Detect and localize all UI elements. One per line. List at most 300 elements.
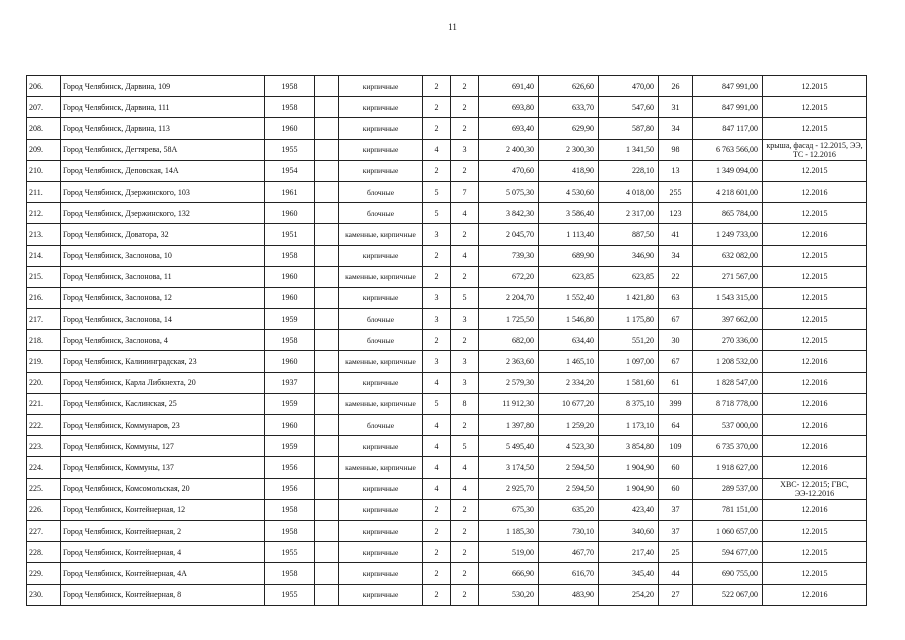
address-cell: Город Челябинск, Заслонова, 4 [61, 330, 265, 351]
floors-cell: 2 [423, 330, 451, 351]
living-area-cell: 635,20 [539, 499, 599, 520]
residents-cell: 67 [659, 351, 693, 372]
row-number: 214. [27, 245, 61, 266]
residential-area-cell: 346,90 [599, 245, 659, 266]
year-cell: 1951 [265, 224, 315, 245]
term-cell: 12.2016 [763, 351, 867, 372]
living-area-cell: 483,90 [539, 584, 599, 605]
blank-cell [315, 160, 339, 181]
page-number: 11 [448, 22, 457, 32]
residents-cell: 61 [659, 372, 693, 393]
entrances-cell: 2 [451, 542, 479, 563]
floors-cell: 2 [423, 76, 451, 97]
entrances-cell: 5 [451, 436, 479, 457]
year-cell: 1960 [265, 287, 315, 308]
term-cell: 12.2016 [763, 584, 867, 605]
living-area-cell: 623,85 [539, 266, 599, 287]
residents-cell: 98 [659, 139, 693, 160]
cost-cell: 847 991,00 [693, 76, 763, 97]
address-cell: Город Челябинск, Дзержинского, 103 [61, 181, 265, 202]
residents-cell: 30 [659, 330, 693, 351]
living-area-cell: 629,90 [539, 118, 599, 139]
total-area-cell: 672,20 [479, 266, 539, 287]
floors-cell: 2 [423, 160, 451, 181]
cost-cell: 594 677,00 [693, 542, 763, 563]
residential-area-cell: 470,00 [599, 76, 659, 97]
residential-area-cell: 547,60 [599, 97, 659, 118]
residents-cell: 27 [659, 584, 693, 605]
residential-area-cell: 228,10 [599, 160, 659, 181]
total-area-cell: 1 397,80 [479, 415, 539, 436]
living-area-cell: 616,70 [539, 563, 599, 584]
wall-material-cell: кирпичные [339, 542, 423, 563]
floors-cell: 2 [423, 584, 451, 605]
residents-cell: 123 [659, 203, 693, 224]
entrances-cell: 3 [451, 139, 479, 160]
wall-material-cell: каменные, кирпичные [339, 224, 423, 245]
year-cell: 1959 [265, 393, 315, 414]
blank-cell [315, 415, 339, 436]
residential-area-cell: 1 341,50 [599, 139, 659, 160]
table-row [27, 372, 867, 393]
blank-cell [315, 118, 339, 139]
cost-cell: 1 060 657,00 [693, 520, 763, 541]
year-cell: 1959 [265, 436, 315, 457]
residents-cell: 37 [659, 499, 693, 520]
residential-area-cell: 3 854,80 [599, 436, 659, 457]
wall-material-cell: кирпичные [339, 478, 423, 499]
blank-cell [315, 309, 339, 330]
blank-cell [315, 76, 339, 97]
table-row [27, 457, 867, 478]
address-cell: Город Челябинск, Заслонова, 12 [61, 287, 265, 308]
floors-cell: 2 [423, 563, 451, 584]
floors-cell: 2 [423, 118, 451, 139]
floors-cell: 4 [423, 372, 451, 393]
table-row [27, 393, 867, 414]
residents-cell: 60 [659, 457, 693, 478]
table-row [27, 520, 867, 541]
table-row [27, 203, 867, 224]
residents-cell: 31 [659, 97, 693, 118]
living-area-cell: 634,40 [539, 330, 599, 351]
address-cell: Город Челябинск, Дегтярева, 58А [61, 139, 265, 160]
total-area-cell: 2 204,70 [479, 287, 539, 308]
term-cell: 12.2016 [763, 181, 867, 202]
wall-material-cell: кирпичные [339, 584, 423, 605]
year-cell: 1958 [265, 499, 315, 520]
term-cell: 12.2015 [763, 97, 867, 118]
residents-cell: 25 [659, 542, 693, 563]
row-number: 213. [27, 224, 61, 245]
term-cell: 12.2015 [763, 287, 867, 308]
term-cell: 12.2016 [763, 372, 867, 393]
year-cell: 1955 [265, 139, 315, 160]
wall-material-cell: каменные, кирпичные [339, 393, 423, 414]
cost-cell: 8 718 778,00 [693, 393, 763, 414]
total-area-cell: 691,40 [479, 76, 539, 97]
total-area-cell: 693,80 [479, 97, 539, 118]
floors-cell: 2 [423, 97, 451, 118]
wall-material-cell: кирпичные [339, 160, 423, 181]
floors-cell: 4 [423, 457, 451, 478]
address-cell: Город Челябинск, Контейнерная, 8 [61, 584, 265, 605]
residents-cell: 13 [659, 160, 693, 181]
floors-cell: 2 [423, 266, 451, 287]
residents-cell: 26 [659, 76, 693, 97]
row-number: 221. [27, 393, 61, 414]
residents-cell: 67 [659, 309, 693, 330]
residents-cell: 34 [659, 245, 693, 266]
year-cell: 1958 [265, 563, 315, 584]
address-cell: Город Челябинск, Дарвина, 109 [61, 76, 265, 97]
blank-cell [315, 181, 339, 202]
address-cell: Город Челябинск, Доватора, 32 [61, 224, 265, 245]
cost-cell: 690 755,00 [693, 563, 763, 584]
table-row [27, 118, 867, 139]
row-number: 225. [27, 478, 61, 499]
row-number: 207. [27, 97, 61, 118]
living-area-cell: 10 677,20 [539, 393, 599, 414]
entrances-cell: 4 [451, 457, 479, 478]
term-cell: 12.2015 [763, 330, 867, 351]
cost-cell: 522 067,00 [693, 584, 763, 605]
term-cell: 12.2016 [763, 436, 867, 457]
floors-cell: 5 [423, 393, 451, 414]
term-cell: 12.2016 [763, 415, 867, 436]
floors-cell: 3 [423, 351, 451, 372]
cost-cell: 1 828 547,00 [693, 372, 763, 393]
address-cell: Город Челябинск, Деповская, 14А [61, 160, 265, 181]
table-row [27, 76, 867, 97]
entrances-cell: 2 [451, 330, 479, 351]
residential-area-cell: 340,60 [599, 520, 659, 541]
address-cell: Город Челябинск, Калининградская, 23 [61, 351, 265, 372]
entrances-cell: 2 [451, 563, 479, 584]
total-area-cell: 3 174,50 [479, 457, 539, 478]
residents-cell: 34 [659, 118, 693, 139]
blank-cell [315, 542, 339, 563]
table-row [27, 330, 867, 351]
wall-material-cell: кирпичные [339, 520, 423, 541]
address-cell: Город Челябинск, Контейнерная, 2 [61, 520, 265, 541]
table-row [27, 309, 867, 330]
entrances-cell: 7 [451, 181, 479, 202]
table-row [27, 499, 867, 520]
row-number: 218. [27, 330, 61, 351]
table-row [27, 181, 867, 202]
row-number: 227. [27, 520, 61, 541]
floors-cell: 2 [423, 520, 451, 541]
wall-material-cell: каменные, кирпичные [339, 266, 423, 287]
entrances-cell: 2 [451, 415, 479, 436]
floors-cell: 2 [423, 245, 451, 266]
address-cell: Город Челябинск, Коммуны, 127 [61, 436, 265, 457]
total-area-cell: 5 075,30 [479, 181, 539, 202]
table-row [27, 97, 867, 118]
address-cell: Город Челябинск, Заслонова, 11 [61, 266, 265, 287]
cost-cell: 1 349 094,00 [693, 160, 763, 181]
year-cell: 1960 [265, 351, 315, 372]
residential-area-cell: 551,20 [599, 330, 659, 351]
row-number: 224. [27, 457, 61, 478]
cost-cell: 270 336,00 [693, 330, 763, 351]
cost-cell: 781 151,00 [693, 499, 763, 520]
term-cell: 12.2016 [763, 224, 867, 245]
row-number: 226. [27, 499, 61, 520]
residents-cell: 37 [659, 520, 693, 541]
address-cell: Город Челябинск, Комсомольская, 20 [61, 478, 265, 499]
year-cell: 1959 [265, 309, 315, 330]
entrances-cell: 2 [451, 97, 479, 118]
floors-cell: 4 [423, 436, 451, 457]
entrances-cell: 4 [451, 478, 479, 499]
living-area-cell: 626,60 [539, 76, 599, 97]
cost-cell: 289 537,00 [693, 478, 763, 499]
table-row [27, 436, 867, 457]
residents-cell: 22 [659, 266, 693, 287]
wall-material-cell: блочные [339, 203, 423, 224]
living-area-cell: 2 300,30 [539, 139, 599, 160]
cost-cell: 632 082,00 [693, 245, 763, 266]
cost-cell: 847 117,00 [693, 118, 763, 139]
year-cell: 1955 [265, 584, 315, 605]
total-area-cell: 530,20 [479, 584, 539, 605]
term-cell: 12.2015 [763, 160, 867, 181]
blank-cell [315, 563, 339, 584]
table-row [27, 478, 867, 499]
table-row [27, 415, 867, 436]
floors-cell: 2 [423, 499, 451, 520]
wall-material-cell: кирпичные [339, 563, 423, 584]
residential-area-cell: 1 904,90 [599, 457, 659, 478]
residential-area-cell: 587,80 [599, 118, 659, 139]
blank-cell [315, 97, 339, 118]
wall-material-cell: блочные [339, 415, 423, 436]
address-cell: Город Челябинск, Контейнерная, 12 [61, 499, 265, 520]
entrances-cell: 4 [451, 203, 479, 224]
entrances-cell: 8 [451, 393, 479, 414]
blank-cell [315, 351, 339, 372]
floors-cell: 3 [423, 224, 451, 245]
wall-material-cell: кирпичные [339, 118, 423, 139]
year-cell: 1961 [265, 181, 315, 202]
total-area-cell: 675,30 [479, 499, 539, 520]
residential-area-cell: 423,40 [599, 499, 659, 520]
wall-material-cell: кирпичные [339, 139, 423, 160]
living-area-cell: 1 546,80 [539, 309, 599, 330]
blank-cell [315, 478, 339, 499]
cost-cell: 1 543 315,00 [693, 287, 763, 308]
total-area-cell: 11 912,30 [479, 393, 539, 414]
housing-register-table [26, 75, 867, 606]
entrances-cell: 3 [451, 309, 479, 330]
term-cell: ХВС- 12.2015; ГВС, ЭЭ-12.2016 [763, 478, 867, 499]
residential-area-cell: 1 904,90 [599, 478, 659, 499]
row-number: 206. [27, 76, 61, 97]
year-cell: 1956 [265, 457, 315, 478]
year-cell: 1937 [265, 372, 315, 393]
floors-cell: 5 [423, 203, 451, 224]
entrances-cell: 2 [451, 520, 479, 541]
row-number: 230. [27, 584, 61, 605]
residential-area-cell: 887,50 [599, 224, 659, 245]
entrances-cell: 2 [451, 76, 479, 97]
term-cell: 12.2015 [763, 563, 867, 584]
residential-area-cell: 345,40 [599, 563, 659, 584]
year-cell: 1958 [265, 330, 315, 351]
total-area-cell: 1 725,50 [479, 309, 539, 330]
living-area-cell: 3 586,40 [539, 203, 599, 224]
cost-cell: 397 662,00 [693, 309, 763, 330]
address-cell: Город Челябинск, Дарвина, 111 [61, 97, 265, 118]
wall-material-cell: каменные, кирпичные [339, 457, 423, 478]
total-area-cell: 3 842,30 [479, 203, 539, 224]
blank-cell [315, 393, 339, 414]
living-area-cell: 689,90 [539, 245, 599, 266]
blank-cell [315, 499, 339, 520]
residential-area-cell: 1 581,60 [599, 372, 659, 393]
residential-area-cell: 623,85 [599, 266, 659, 287]
table-row [27, 563, 867, 584]
cost-cell: 1 249 733,00 [693, 224, 763, 245]
residents-cell: 60 [659, 478, 693, 499]
living-area-cell: 2 594,50 [539, 478, 599, 499]
term-cell: 12.2015 [763, 118, 867, 139]
entrances-cell: 2 [451, 584, 479, 605]
residents-cell: 255 [659, 181, 693, 202]
table-row [27, 584, 867, 605]
living-area-cell: 730,10 [539, 520, 599, 541]
total-area-cell: 519,00 [479, 542, 539, 563]
total-area-cell: 2 925,70 [479, 478, 539, 499]
address-cell: Город Челябинск, Коммуны, 137 [61, 457, 265, 478]
entrances-cell: 2 [451, 266, 479, 287]
address-cell: Город Челябинск, Дзержинского, 132 [61, 203, 265, 224]
year-cell: 1955 [265, 542, 315, 563]
address-cell: Город Челябинск, Заслонова, 10 [61, 245, 265, 266]
residents-cell: 109 [659, 436, 693, 457]
total-area-cell: 470,60 [479, 160, 539, 181]
year-cell: 1956 [265, 478, 315, 499]
year-cell: 1960 [265, 118, 315, 139]
term-cell: 12.2015 [763, 266, 867, 287]
total-area-cell: 682,00 [479, 330, 539, 351]
floors-cell: 4 [423, 139, 451, 160]
living-area-cell: 1 552,40 [539, 287, 599, 308]
row-number: 209. [27, 139, 61, 160]
living-area-cell: 633,70 [539, 97, 599, 118]
residents-cell: 63 [659, 287, 693, 308]
cost-cell: 6 735 370,00 [693, 436, 763, 457]
residential-area-cell: 1 421,80 [599, 287, 659, 308]
wall-material-cell: блочные [339, 330, 423, 351]
living-area-cell: 2 594,50 [539, 457, 599, 478]
row-number: 211. [27, 181, 61, 202]
living-area-cell: 1 259,20 [539, 415, 599, 436]
table-row [27, 224, 867, 245]
blank-cell [315, 584, 339, 605]
entrances-cell: 4 [451, 245, 479, 266]
total-area-cell: 693,40 [479, 118, 539, 139]
living-area-cell: 418,90 [539, 160, 599, 181]
blank-cell [315, 139, 339, 160]
residents-cell: 44 [659, 563, 693, 584]
term-cell: 12.2015 [763, 520, 867, 541]
row-number: 212. [27, 203, 61, 224]
wall-material-cell: блочные [339, 309, 423, 330]
row-number: 217. [27, 309, 61, 330]
address-cell: Город Челябинск, Заслонова, 14 [61, 309, 265, 330]
cost-cell: 6 763 566,00 [693, 139, 763, 160]
living-area-cell: 4 530,60 [539, 181, 599, 202]
term-cell: 12.2016 [763, 393, 867, 414]
row-number: 215. [27, 266, 61, 287]
total-area-cell: 2 400,30 [479, 139, 539, 160]
table-row [27, 542, 867, 563]
residents-cell: 41 [659, 224, 693, 245]
entrances-cell: 3 [451, 351, 479, 372]
residential-area-cell: 4 018,00 [599, 181, 659, 202]
blank-cell [315, 457, 339, 478]
cost-cell: 865 784,00 [693, 203, 763, 224]
row-number: 228. [27, 542, 61, 563]
row-number: 208. [27, 118, 61, 139]
wall-material-cell: кирпичные [339, 372, 423, 393]
row-number: 216. [27, 287, 61, 308]
floors-cell: 4 [423, 478, 451, 499]
address-cell: Город Челябинск, Каслинская, 25 [61, 393, 265, 414]
term-cell: 12.2016 [763, 499, 867, 520]
entrances-cell: 2 [451, 224, 479, 245]
year-cell: 1958 [265, 76, 315, 97]
wall-material-cell: блочные [339, 181, 423, 202]
table-row [27, 139, 867, 160]
cost-cell: 1 918 627,00 [693, 457, 763, 478]
term-cell: 12.2015 [763, 76, 867, 97]
address-cell: Город Челябинск, Дарвина, 113 [61, 118, 265, 139]
entrances-cell: 2 [451, 160, 479, 181]
floors-cell: 4 [423, 415, 451, 436]
wall-material-cell: кирпичные [339, 76, 423, 97]
year-cell: 1958 [265, 245, 315, 266]
living-area-cell: 1 113,40 [539, 224, 599, 245]
living-area-cell: 1 465,10 [539, 351, 599, 372]
residential-area-cell: 1 173,10 [599, 415, 659, 436]
term-cell: 12.2015 [763, 542, 867, 563]
year-cell: 1958 [265, 97, 315, 118]
address-cell: Город Челябинск, Карла Либкнехта, 20 [61, 372, 265, 393]
term-cell: 12.2016 [763, 457, 867, 478]
wall-material-cell: каменные, кирпичные [339, 351, 423, 372]
wall-material-cell: кирпичные [339, 499, 423, 520]
wall-material-cell: кирпичные [339, 245, 423, 266]
table-row [27, 266, 867, 287]
address-cell: Город Челябинск, Коммунаров, 23 [61, 415, 265, 436]
year-cell: 1960 [265, 415, 315, 436]
residential-area-cell: 254,20 [599, 584, 659, 605]
residential-area-cell: 2 317,00 [599, 203, 659, 224]
living-area-cell: 4 523,30 [539, 436, 599, 457]
term-cell: 12.2015 [763, 245, 867, 266]
blank-cell [315, 245, 339, 266]
table-row [27, 287, 867, 308]
total-area-cell: 2 579,30 [479, 372, 539, 393]
living-area-cell: 467,70 [539, 542, 599, 563]
blank-cell [315, 330, 339, 351]
blank-cell [315, 266, 339, 287]
year-cell: 1960 [265, 266, 315, 287]
